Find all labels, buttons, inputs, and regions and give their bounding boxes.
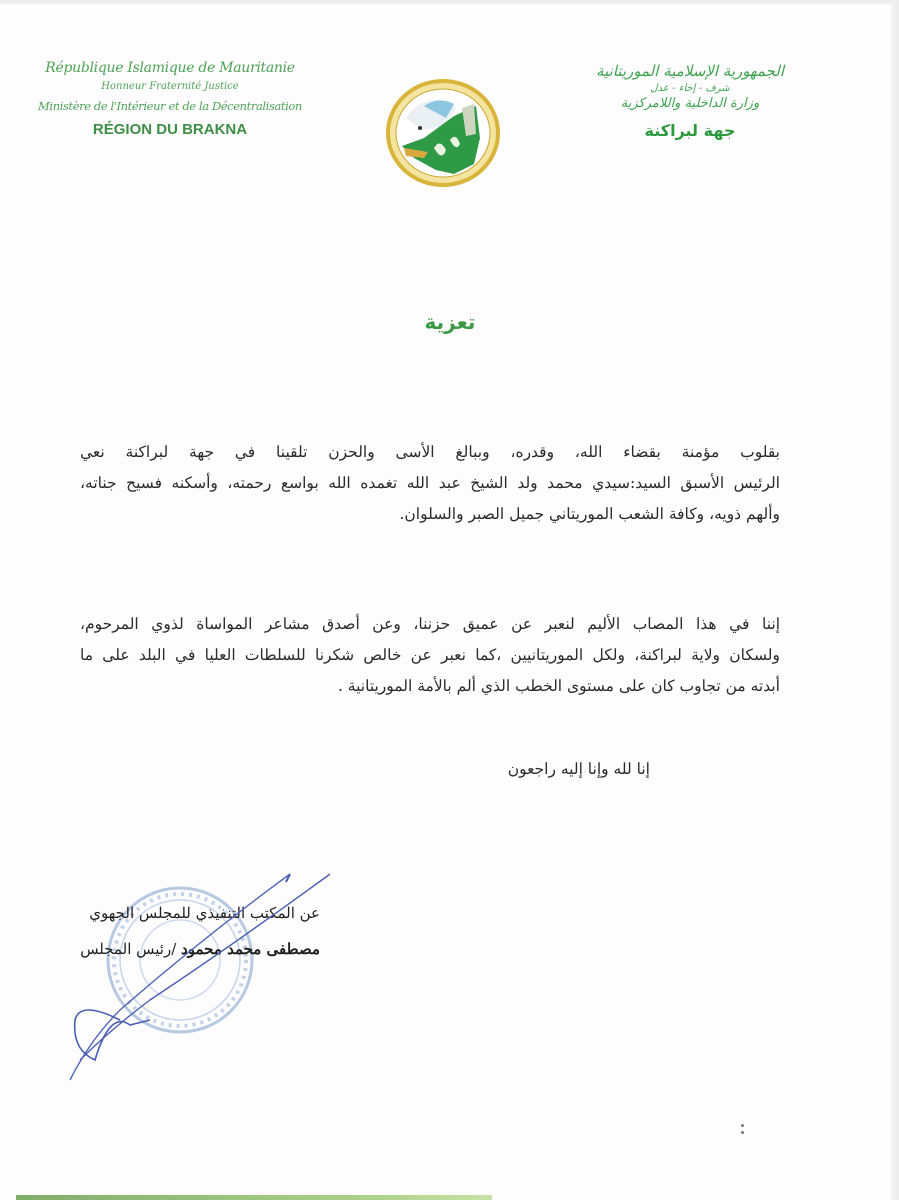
paragraph-condolence — [80, 437, 780, 530]
french-ministry: Ministère de l'Intérieur et de la Décentralisation — [38, 99, 302, 113]
french-region: RÉGION DU BRAKNA — [92, 121, 248, 138]
paragraph-line: الرئيس الأسبق السيد:سيدي محمد ولد الشيخ عبد الله تغمده الله بواسع رحمته، وأسكنه فسيح جناته، — [80, 474, 780, 492]
paragraph-sympathy — [80, 609, 780, 702]
french-letterhead — [20, 58, 320, 142]
handwritten-signature — [0, 860, 360, 1100]
arabic-region: جهة لبراكنة — [644, 121, 736, 140]
signatory-role: /رئيس المجلس — [80, 940, 182, 958]
paragraph-line: بقلوب مؤمنة بقضاء الله، وقدره، وببالغ الأسى والحزن تلقينا في جهة لبراكنة نعي — [80, 443, 780, 461]
arabic-ministry: وزارة الداخلية واللامركزية — [620, 96, 760, 111]
decorative-dots — [740, 1124, 746, 1138]
paragraph-line: إننا في هذا المصاب الأليم لنعبر عن عميق حزننا، وعن أصدق مشاعر المواساة لذوي المرحوم، — [80, 615, 780, 633]
page-right-edge — [891, 0, 899, 1200]
document-title: تعزية — [424, 310, 476, 334]
french-country: République Islamique de Mauritanie — [45, 60, 295, 76]
paragraph-line: ولسكان ولاية لبراكنة، ولكل الموريتانيين ،كما نعبر عن خالص شكرنا للسلطات العليا في البلد على ما — [80, 646, 780, 664]
page-top-edge — [0, 0, 899, 4]
french-motto: Honneur Fraternité Justice — [101, 81, 239, 92]
dot — [741, 1131, 744, 1134]
paragraph-line: وألهم ذويه، وكافة الشعب الموريتاني جميل الصبر والسلوان. — [399, 505, 780, 523]
arabic-country: الجمهورية الإسلامية الموريتانية — [595, 62, 784, 80]
region-emblem-logo — [384, 78, 502, 188]
closing-verse: إنا لله وإنا إليه راجعون — [507, 760, 650, 778]
paragraph-line: أبدته من تجاوب كان على مستوى الخطب الذي ألم بالأمة الموريتانية . — [337, 677, 780, 695]
arabic-motto: شرف - إخاء - عدل — [650, 83, 730, 94]
arabic-letterhead — [560, 60, 820, 144]
signatory-name: مصطفى محمد محمود — [181, 940, 320, 958]
dot — [741, 1124, 744, 1127]
signatory-office: عن المكتب التنفيذي للمجلس الجهوي — [89, 904, 320, 922]
footer-green-bar — [16, 1195, 492, 1200]
